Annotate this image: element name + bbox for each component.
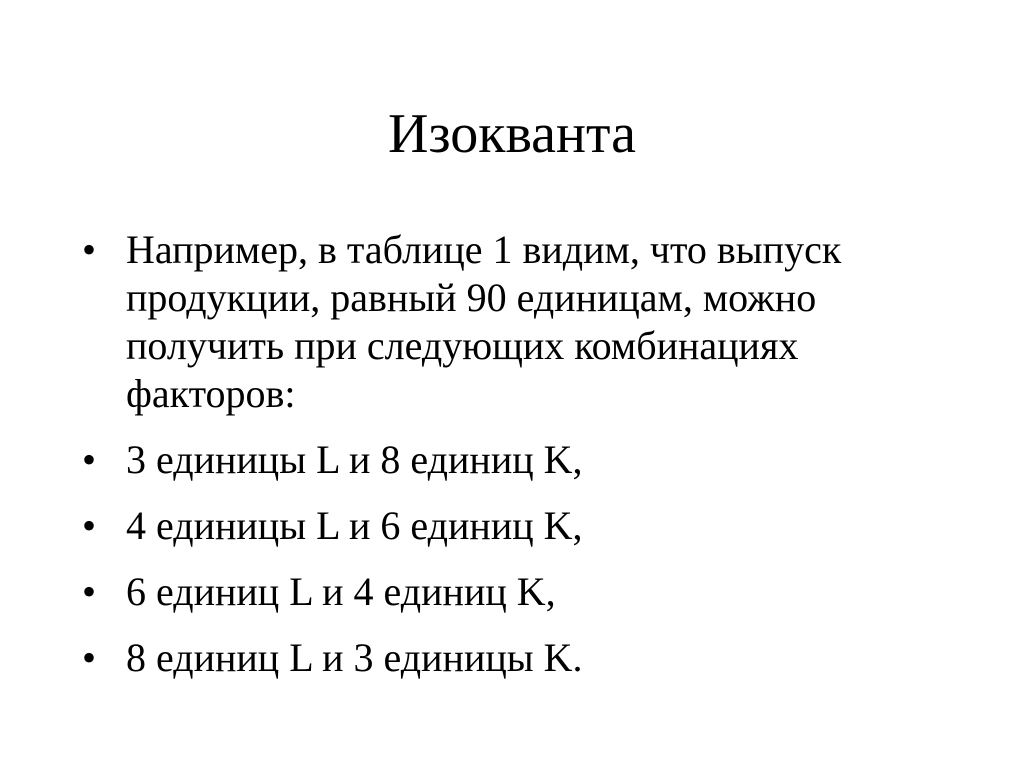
- bullet-item: [82, 226, 962, 418]
- bullet-text: 8 единиц L и 3 единицы K.: [126, 635, 583, 680]
- bullet-item: [82, 436, 962, 484]
- bullet-icon: •: [82, 437, 97, 482]
- bullet-text: 4 единицы L и 6 единиц K,: [126, 503, 583, 548]
- bullet-text: 3 единицы L и 8 единиц K,: [126, 437, 583, 482]
- bullet-icon: •: [82, 503, 97, 548]
- bullet-item: [82, 634, 962, 682]
- bullet-icon: •: [82, 569, 97, 614]
- bullet-text: 6 единиц L и 4 единиц K,: [126, 569, 556, 614]
- bullet-text: Например, в таблице 1 видим, что выпуск продукции, равный 90 единицам, можно получить при следующих комбинациях факторов:: [126, 227, 842, 416]
- bullet-icon: •: [82, 227, 97, 272]
- bullet-list: [82, 226, 962, 700]
- bullet-item: [82, 568, 962, 616]
- bullet-item: [82, 502, 962, 550]
- slide-title: Изокванта: [388, 103, 636, 165]
- bullet-icon: •: [82, 635, 97, 680]
